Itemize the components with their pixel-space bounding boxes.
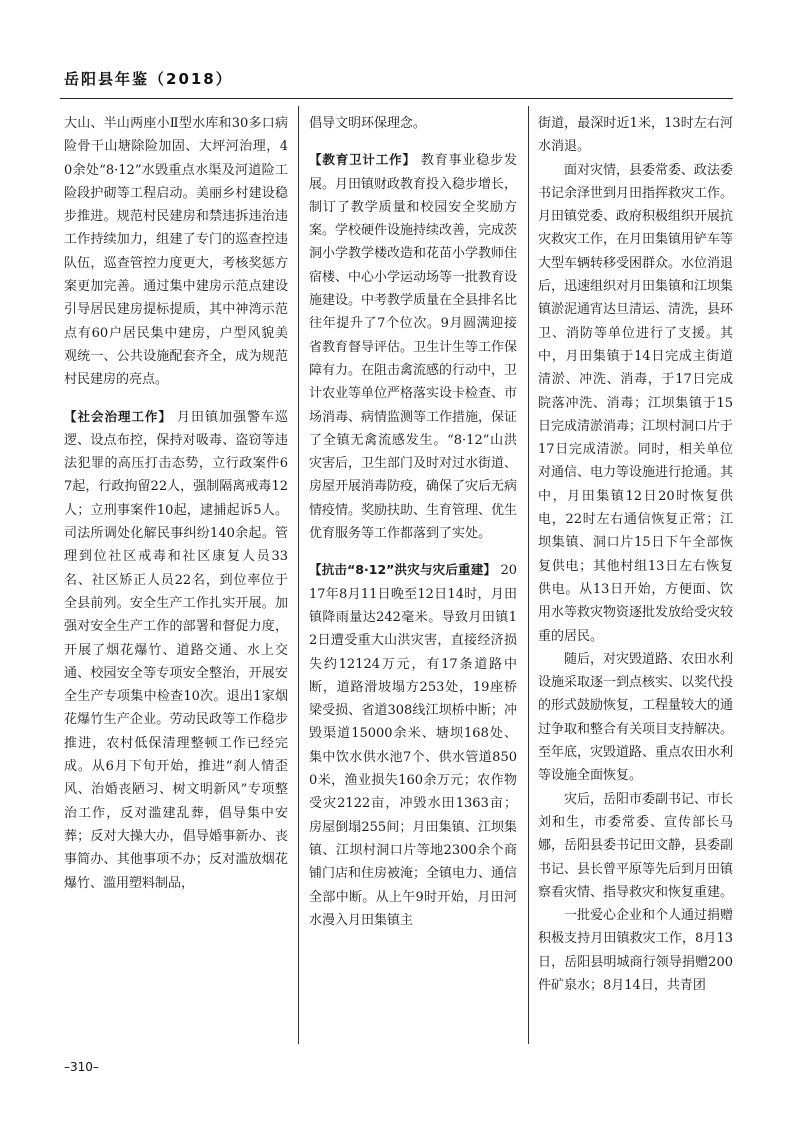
section-heading-flood-relief: 【抗击“8·12”洪灾与灾后重建】 xyxy=(309,562,497,578)
yearbook-header-title: 岳阳县年鉴（2018） xyxy=(64,70,233,88)
paragraph-restoration: 随后，对灾毁道路、农田水利设施采取逐一到点核实、以奖代投的形式鼓励恢复，工程量较大的通过争取和整合有关项目支持解决。至年底，灾毁道路、重点农田水利等设施全面恢复。 xyxy=(538,651,734,784)
section-body-education-health: 教育事业稳步发展。月田镇财政教育投入稳步增长，制订了教学质量和校园安全奖励方案。学校硬件设施持续改善，完成茨洞小学教学楼改造和花苗小学教师住宿楼、中心小学运动场等一批教育设施建设。中考教学质量在全县排名比往年提升了7个位次。9月圆满迎接省教育督导评估。卫生计生等工作保障有力。在阻击禽流感的行动中，卫计农业等单位严格落实设卡检查、市场消毒、病情监测等工作措施，保证了全镇无禽流感发生。“8·12”山洪灾害后，卫生部门及时对过水街道、房屋开展消毒防疫，确保了灾后无病情疫情。奖励扶助、生育管理、优生优育服务等工作都落到了实处。 xyxy=(309,153,518,542)
section-education-health xyxy=(309,148,517,545)
paragraph-donations: 一批爱心企业和个人通过捐赠积极支持月田镇救灾工作，8月13日，岳阳县明城商行领导捐赠200件矿泉水；8月14日，共青团 xyxy=(538,908,734,993)
paragraph-flood-continuation: 街道，最深时近1米，13时左右河水消退。 xyxy=(538,116,733,155)
paragraph-disaster-response: 面对灾情，县委常委、政法委书记余泽世到月田指挥救灾工作。月田镇党委、政府积极组织开展抗灾救灾工作，在月田集镇用铲车等大型车辆转移受困群众。水位消退后，迅速组织对月田集镇和江坝集镇淤泥通宵达旦清运、清洗，县环卫、消防等单位进行了支援。其中，月田集镇于14日完成主街道清淤、冲洗、消毒，于17日完成院落冲洗、消毒；江坝集镇于15日完成清淤消毒；江坝村洞口片于17日完成清淤。同时，相关单位对通信、电力等设施进行抢通。其中，月田集镇12日20时恢复供电，22时左右通信恢复正常；江坝集镇、洞口片15日下午全部恢复供电；其他村组13日左右恢复供电。从13日开始，方便面、饮用水等救灾物资逐批发放给受灾较重的居民。 xyxy=(538,162,734,644)
column-divider-2 xyxy=(528,106,529,1044)
column-divider-1 xyxy=(298,106,299,1044)
section-flood-relief xyxy=(309,558,517,932)
column-3 xyxy=(538,112,733,997)
header-rule xyxy=(60,98,733,99)
column-1 xyxy=(64,112,288,895)
column-2 xyxy=(309,112,517,932)
section-body-social-governance: 月田镇加强警车巡逻、设点布控，保持对吸毒、盗窃等违法犯罪的高压打击态势，立行政案件67起，行政拘留22人，强制隔离戒毒12人；立刑事案件10起，逮捕起诉5人。司法所调处化解民事纠纷140余起。管理到位社区戒毒和社区康复人员33名、社区矫正人员22名，到位率位于全县前列。安全生产工作扎实开展。加强对安全生产工作的部署和督促力度，开展了烟花爆竹、道路交通、水上交通、校园安全等专项安全整治，开展安全生产专项集中检查10次。退出1家烟花爆竹生产企业。劳动民政等工作稳步推进，农村低保清理整顿工作已经完成。从6月下旬开始，推进“刹人情歪风、治婚丧陋习、树文明新风”专项整治工作，反对滥建乱葬，倡导集中安葬；反对大操大办，倡导婚事新办、丧事简办、其他事项不办；反对滥放烟花爆竹、滥用塑料制品， xyxy=(64,409,288,891)
page-number: –310– xyxy=(64,1060,99,1074)
paragraph-water-conservancy: 大山、半山两座小Ⅱ型水库和30多口病险骨干山塘除险加固、大坪河治理，40余处“8·12”水毁重点水渠及河道险工险段护砌等工程启动。美丽乡村建设稳步推进。规范村民建房和禁违拆违治违工作持续加力，组建了专门的巡查控违队伍，巡查管控力度更大，考核奖惩方案更加完善。通过集中建房示范点建设引导居民建房提标提质，其中神湾示范点有60户居民集中建房，户型风貌美观统一、公共设施配套齐全，成为规范村民建房的亮点。 xyxy=(64,116,288,388)
paragraph-leader-visits: 灾后，岳阳市委副书记、市长刘和生，市委常委、宣传部长马娜，岳阳县委书记田文静，县委副书记、县长曾平原等先后到月田镇察看灾情、指导救灾和恢复重建。 xyxy=(538,791,734,900)
section-heading-social-governance: 【社会治理工作】 xyxy=(64,408,172,424)
section-body-flood-relief: 2017年8月11日晚至12日14时，月田镇降雨量达242毫米。导致月田镇12日遭受重大山洪灾害，直接经济损失约12124万元，有17条道路中断，道路滑坡塌方253处，19座桥梁受损、省道308线江坝桥中断；冲毁渠道15000余米、塘坝168处、集中饮水供水池7个、供水管道8500米，渔业损失160余万元；农作物受灾2122亩，冲毁水田1363亩；房屋倒塌255间；月田集镇、江坝集镇、江坝村洞口片等地2300余个商铺门店和住房被淹；全镇电力、通信全部中断。从上午9时开始，月田河水漫入月田集镇主 xyxy=(309,563,518,928)
paragraph-continuation: 倡导文明环保理念。 xyxy=(309,116,427,131)
section-social-governance xyxy=(64,405,288,895)
section-heading-education-health: 【教育卫计工作】 xyxy=(309,152,416,168)
